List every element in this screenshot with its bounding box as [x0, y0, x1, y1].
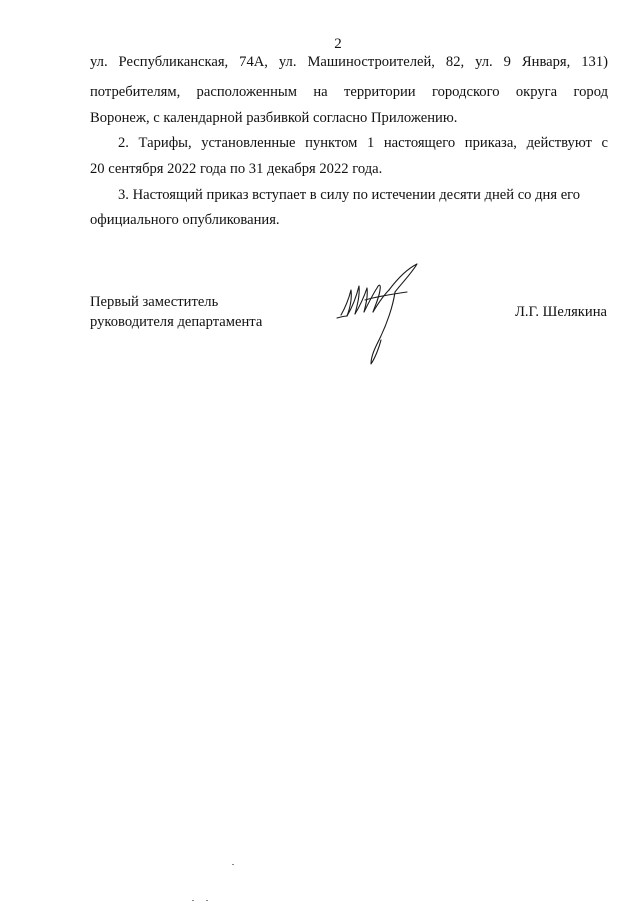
page-number: 2: [334, 36, 342, 52]
paragraph-1-line-3: Воронеж, с календарной разбивкой согласно Приложению.: [90, 110, 458, 126]
scan-artifact: [232, 864, 234, 865]
scan-artifact: [192, 900, 194, 901]
scan-artifact: [206, 900, 208, 901]
paragraph-3-line-1: 3. Настоящий приказ вступает в силу по истечении десяти дней со дня его: [118, 187, 581, 203]
signatory-position-line-1: Первый заместитель: [90, 294, 219, 310]
signatory-position: [90, 292, 262, 332]
paragraph-1-line-1: ул. Республиканская, 74А, ул. Машиностроителей, 82, ул. 9 Января, 131): [90, 54, 608, 70]
paragraph-2-line-2: 20 сентября 2022 года по 31 декабря 2022 года.: [90, 161, 383, 177]
signatory-position-line-2: руководителя департамента: [90, 314, 263, 330]
signer-name: Л.Г. Шелякина: [514, 304, 607, 320]
handwritten-signature: [335, 260, 425, 370]
paragraph-2-line-1: 2. Тарифы, установленные пунктом 1 настоящего приказа, действуют с: [118, 135, 608, 151]
paragraph-3-line-2: официального опубликования.: [90, 212, 280, 228]
paragraph-1-line-2: потребителям, расположенным на территории городского округа город: [90, 84, 608, 100]
